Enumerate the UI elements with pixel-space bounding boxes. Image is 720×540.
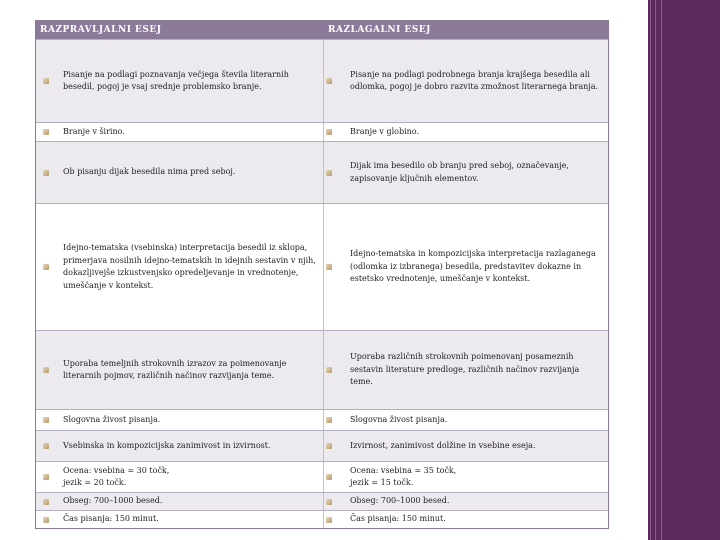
bullet-icon bbox=[326, 499, 332, 505]
table-cell: Uporaba temeljnih strokovnih izrazov za poimenovanje literarnih pojmov, različnih načinov razvijanja teme. bbox=[36, 331, 324, 409]
bullet-icon bbox=[326, 264, 332, 270]
bullet-icon bbox=[43, 264, 49, 270]
table-cell: Dijak ima besedilo ob branju pred seboj, označevanje, zapisovanje ključnih elementov. bbox=[324, 142, 608, 203]
table-cell: Pisanje na podlagi poznavanja večjega števila literarnih besedil, pogoj je vsaj srednje problemsko branje. bbox=[36, 40, 324, 122]
table-row bbox=[36, 330, 608, 409]
table-row bbox=[36, 430, 608, 461]
bullet-icon bbox=[326, 474, 332, 480]
table-cell: Slogovna živost pisanja. bbox=[324, 410, 608, 430]
table-cell: Branje v širino. bbox=[36, 123, 324, 141]
bullet-icon bbox=[326, 517, 332, 523]
table-cell: Izvirnost, zanimivost dolžine in vsebine eseja. bbox=[324, 431, 608, 461]
table-cell: Obseg: 700–1000 besed. bbox=[36, 493, 324, 510]
bullet-icon bbox=[326, 78, 332, 84]
table-cell: Obseg: 700–1000 besed. bbox=[324, 493, 608, 510]
bullet-icon bbox=[326, 367, 332, 373]
table-row bbox=[36, 141, 608, 203]
table-row bbox=[36, 409, 608, 430]
bullet-icon bbox=[326, 170, 332, 176]
bullet-icon bbox=[43, 517, 49, 523]
bullet-icon bbox=[43, 417, 49, 423]
bullet-icon bbox=[43, 170, 49, 176]
comparison-table bbox=[35, 20, 609, 529]
bullet-icon bbox=[43, 78, 49, 84]
table-header bbox=[36, 21, 608, 39]
bullet-icon bbox=[43, 367, 49, 373]
table-row bbox=[36, 39, 608, 122]
decorative-side-panel bbox=[648, 0, 720, 540]
table-cell: Branje v globino. bbox=[324, 123, 608, 141]
decorative-line bbox=[661, 0, 662, 540]
table-row bbox=[36, 122, 608, 141]
bullet-icon bbox=[326, 443, 332, 449]
decorative-line bbox=[655, 0, 656, 540]
bullet-icon bbox=[326, 129, 332, 135]
column-header-argumentative: RAZPRAVLJALNI ESEJ bbox=[40, 25, 162, 35]
table-cell: Slogovna živost pisanja. bbox=[36, 410, 324, 430]
bullet-icon bbox=[43, 443, 49, 449]
bullet-icon bbox=[43, 499, 49, 505]
table-cell: Ocena: vsebina = 30 točk, jezik = 20 točk. bbox=[36, 462, 324, 492]
table-cell: Ocena: vsebina = 35 točk, jezik = 15 točk. bbox=[324, 462, 608, 492]
bullet-icon bbox=[43, 474, 49, 480]
table-row bbox=[36, 492, 608, 510]
table-cell: Uporaba različnih strokovnih poimenovanj posameznih sestavin literature predloge, različnih načinov razvijanja teme. bbox=[324, 331, 608, 409]
bullet-icon bbox=[326, 417, 332, 423]
table-row bbox=[36, 510, 608, 528]
table-row bbox=[36, 203, 608, 330]
bullet-icon bbox=[43, 129, 49, 135]
decorative-line bbox=[650, 0, 651, 540]
column-header-expository: RAZLAGALNI ESEJ bbox=[328, 25, 431, 35]
table-cell: Vsebinska in kompozicijska zanimivost in izvirnost. bbox=[36, 431, 324, 461]
table-row bbox=[36, 461, 608, 492]
table-cell: Ob pisanju dijak besedila nima pred seboj. bbox=[36, 142, 324, 203]
table-cell: Čas pisanja: 150 minut. bbox=[36, 511, 324, 528]
table-cell: Idejno-tematska (vsebinska) interpretacija besedil iz sklopa, primerjava nosilnih idejno-tematskih in idejnih sestavin v njih, dokazljivejše izkustvenjsko opredeljevanje in vrednotenje, umeščanje v kontekst. bbox=[36, 204, 324, 330]
table-cell: Idejno-tematska in kompozicijska interpretacija razlaganega (odlomka iz izbranega) besedila, predstavitev dokazne in estetsko vrednotenje, umeščanje v kontekst. bbox=[324, 204, 608, 330]
table-cell: Čas pisanja: 150 minut. bbox=[324, 511, 608, 528]
table-cell: Pisanje na podlagi podrobnega branja krajšega besedila ali odlomka, pogoj je dobro razvita zmožnost literarnega branja. bbox=[324, 40, 608, 122]
